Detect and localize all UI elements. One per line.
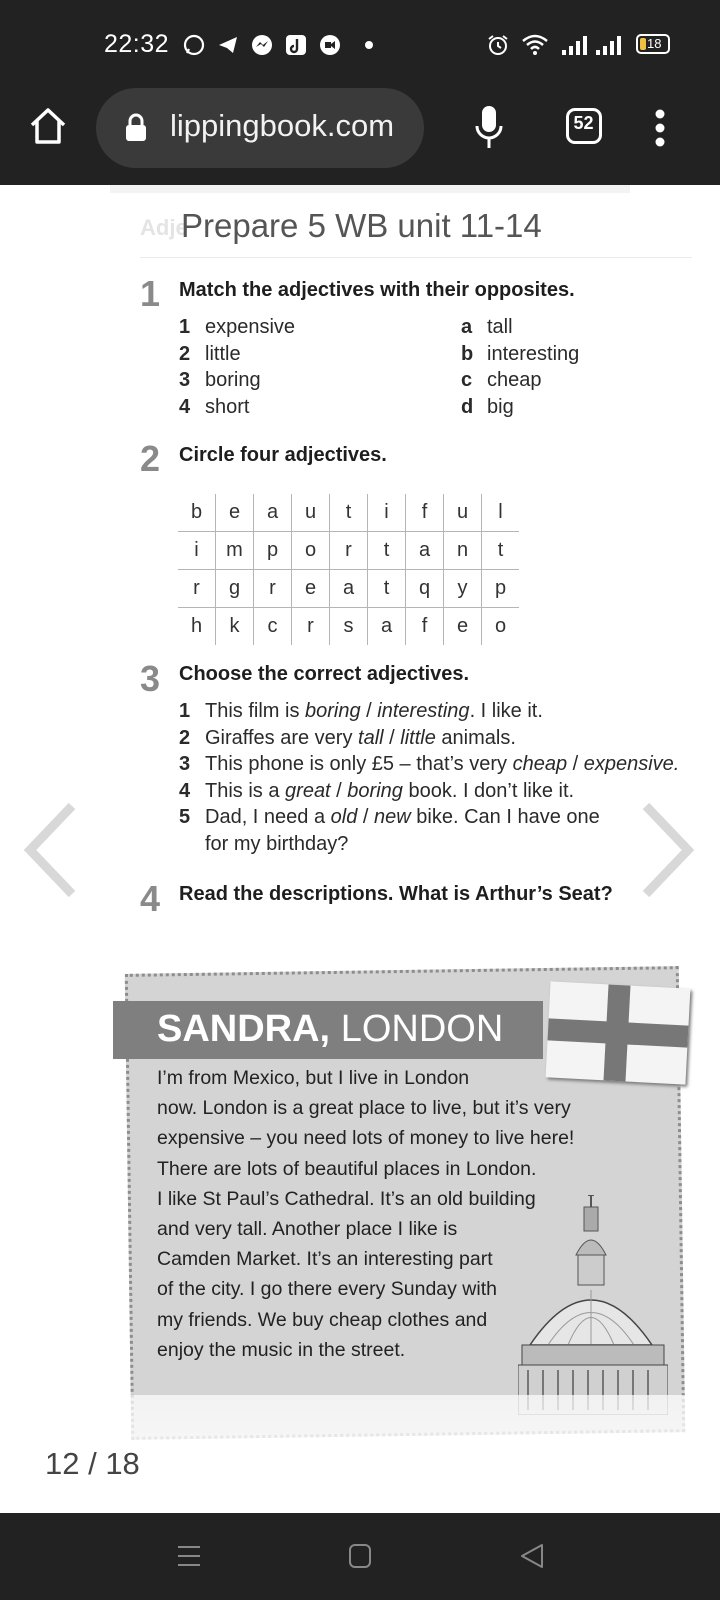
back-nav-button[interactable] bbox=[520, 1543, 544, 1569]
url-text[interactable]: lippingbook.com bbox=[170, 108, 395, 143]
grid-cell: i bbox=[368, 494, 406, 532]
home-button[interactable] bbox=[28, 106, 68, 146]
list-item: 4 short bbox=[179, 396, 250, 419]
question-text: Circle four adjectives. bbox=[179, 444, 387, 466]
ghost-heading: Adje bbox=[140, 215, 188, 240]
telegram-icon bbox=[216, 33, 240, 57]
system-nav-bar bbox=[0, 1513, 720, 1600]
question-text: Match the adjectives with their opposites. bbox=[179, 279, 575, 301]
tab-count: 52 bbox=[573, 113, 594, 133]
more-menu-button[interactable] bbox=[654, 108, 666, 148]
chevron-left-icon bbox=[22, 800, 78, 900]
grid-cell: c bbox=[254, 608, 292, 646]
list-item: b interesting bbox=[461, 342, 580, 365]
grid-cell: b bbox=[178, 494, 216, 532]
back-triangle-icon bbox=[520, 1543, 544, 1569]
grid-cell: i bbox=[178, 532, 216, 570]
page-indicator: 12 / 18 bbox=[45, 1446, 140, 1481]
grid-cell: t bbox=[368, 570, 406, 608]
list-item: a tall bbox=[461, 316, 513, 338]
document-title: Prepare 5 WB unit 11-14 bbox=[181, 207, 542, 244]
hangouts-icon bbox=[318, 33, 342, 57]
list-item: d big bbox=[461, 396, 514, 419]
grid-cell: t bbox=[330, 494, 368, 532]
grid-cell: u bbox=[444, 494, 482, 532]
question-text: Read the descriptions. What is Arthur’s Seat? bbox=[179, 883, 613, 905]
signal-icon bbox=[560, 33, 588, 57]
grid-cell: l bbox=[482, 494, 520, 532]
grid-cell: n bbox=[444, 532, 482, 570]
battery-level: 18 bbox=[647, 36, 662, 51]
grid-cell: o bbox=[292, 532, 330, 570]
grid-cell: r bbox=[254, 570, 292, 608]
list-item: 3 boring bbox=[179, 369, 261, 392]
tiktok-icon bbox=[284, 33, 308, 57]
divider bbox=[140, 257, 692, 258]
grid-cell: k bbox=[216, 608, 254, 646]
list-item: 5 Dad, I need a old / new bike. Can I have one bbox=[179, 806, 600, 829]
grid-cell: r bbox=[292, 608, 330, 646]
grid-cell: e bbox=[292, 570, 330, 608]
grid-cell: o bbox=[494, 615, 507, 637]
battery-icon bbox=[636, 34, 670, 54]
home-icon bbox=[28, 106, 68, 146]
grid-cell: a bbox=[330, 570, 368, 608]
sentence-list bbox=[179, 700, 699, 860]
list-item: 4 This is a great / boring book. I don’t like it. bbox=[179, 779, 575, 802]
grid-cell: m bbox=[216, 532, 254, 570]
whatsapp-icon bbox=[182, 33, 206, 57]
menu-lines-icon bbox=[176, 1543, 202, 1569]
question-number: 3 bbox=[140, 658, 161, 699]
list-item: 2 Giraffes are very tall / little animals. bbox=[179, 726, 516, 749]
question-number: 4 bbox=[140, 878, 161, 919]
card-heading: SANDRA, LONDON bbox=[157, 1008, 504, 1050]
flipbook-page bbox=[0, 185, 720, 1513]
tab-switcher-button[interactable] bbox=[566, 108, 602, 144]
grid-row bbox=[178, 494, 519, 532]
recent-apps-button[interactable] bbox=[176, 1543, 202, 1569]
previous-page-button[interactable] bbox=[22, 800, 78, 900]
question-text: Choose the correct adjectives. bbox=[179, 663, 470, 685]
grid-cell: r bbox=[178, 570, 216, 608]
grid-cell: a bbox=[254, 494, 292, 532]
list-item: c cheap bbox=[461, 369, 542, 392]
home-nav-button[interactable] bbox=[348, 1543, 372, 1569]
page-edge bbox=[110, 185, 630, 193]
question-number: 1 bbox=[140, 273, 161, 314]
grid-row bbox=[178, 570, 519, 608]
grid-cell: g bbox=[216, 570, 254, 608]
grid-row bbox=[178, 532, 519, 570]
list-item: 3 This phone is only £5 – that’s very cheap / expensive. bbox=[179, 753, 680, 776]
next-page-button[interactable] bbox=[640, 800, 696, 900]
list-item: 2 little bbox=[179, 342, 241, 365]
grid-cell: p bbox=[482, 570, 520, 608]
grid-cell: t bbox=[482, 532, 520, 570]
status-time: 22:32 bbox=[104, 30, 170, 58]
lock-icon bbox=[124, 113, 148, 143]
grid-cell: h bbox=[178, 608, 216, 646]
grid-cell: a bbox=[406, 532, 444, 570]
wifi-icon bbox=[520, 33, 550, 57]
grid-cell: s bbox=[330, 608, 368, 646]
grid-cell: f bbox=[406, 608, 444, 646]
grid-cell: a bbox=[368, 608, 406, 646]
cathedral-image bbox=[518, 1195, 668, 1415]
status-bar bbox=[0, 0, 720, 90]
chevron-right-icon bbox=[640, 800, 696, 900]
signal-icon bbox=[594, 33, 622, 57]
square-icon bbox=[348, 1543, 372, 1569]
grid-cell: q bbox=[406, 570, 444, 608]
grid-cell: f bbox=[406, 494, 444, 532]
question-number: 2 bbox=[140, 438, 161, 479]
more-vert-icon bbox=[654, 108, 666, 148]
grid-cell: e bbox=[216, 494, 254, 532]
microphone-icon bbox=[474, 104, 504, 150]
match-right-column bbox=[461, 316, 579, 423]
list-item: 1 expensive bbox=[179, 316, 296, 338]
grid-cell: r bbox=[330, 532, 368, 570]
grid-cell: y bbox=[444, 570, 482, 608]
microphone-button[interactable] bbox=[474, 104, 504, 150]
match-left-column bbox=[179, 316, 295, 423]
list-item: 1 This film is boring / interesting. I like it. bbox=[179, 700, 543, 722]
word-search-grid bbox=[178, 494, 519, 645]
card-paragraph: I’m from Mexico, but I live in London now. London is a great place to live, but it’s very expensive – you need lots of money to live here! There are lots of beautiful places in London. I like St Paul’s Cathedral. It’s an old building and very tall. Another place I like is Camden Market. It’s an interesting part of the city. I go there every Sunday with my friends. We buy cheap clothes and enjoy the music in the street. bbox=[157, 1067, 575, 1361]
grid-cell: u bbox=[292, 494, 330, 532]
dot-icon bbox=[364, 33, 374, 57]
grid-cell: p bbox=[254, 532, 292, 570]
alarm-icon bbox=[486, 33, 510, 57]
grid-row bbox=[178, 608, 519, 646]
messenger-icon bbox=[250, 33, 274, 57]
list-item-continuation: for my birthday? bbox=[205, 832, 349, 855]
grid-cell: e bbox=[444, 608, 482, 646]
grid-cell: t bbox=[368, 532, 406, 570]
